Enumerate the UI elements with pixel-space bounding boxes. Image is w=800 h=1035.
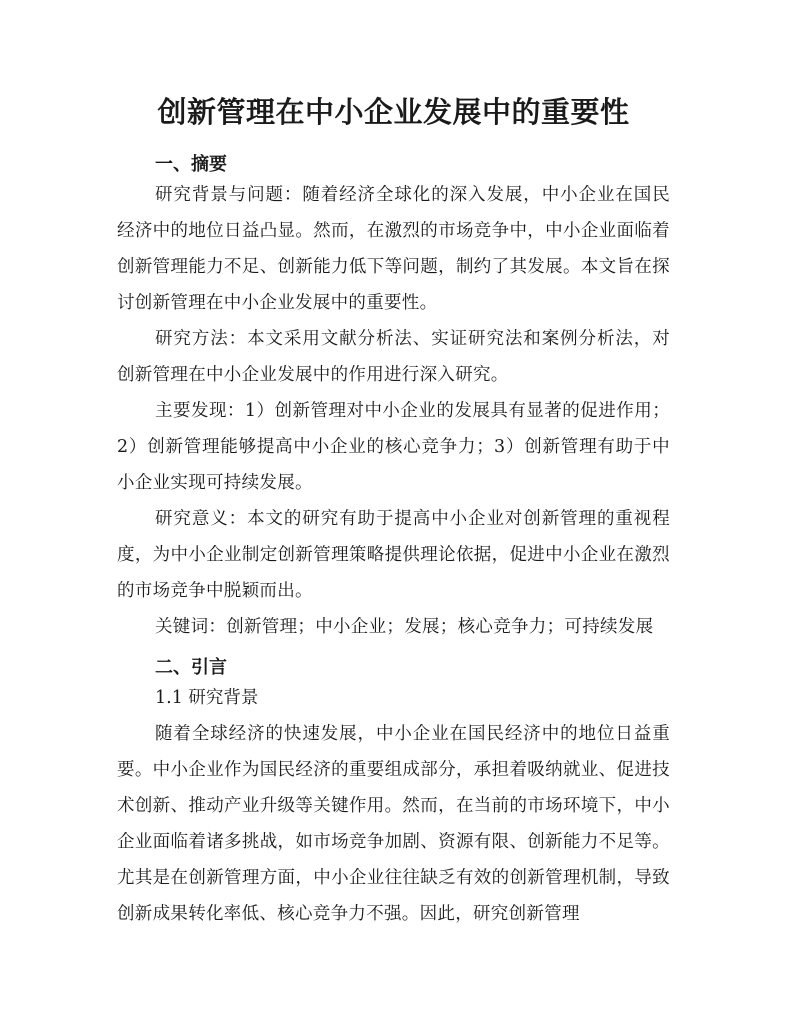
subsection-heading-background: 1.1 研究背景 [155,688,259,708]
abstract-keywords: 关键词：创新管理；中小企业；发展；核心竞争力；可持续发展 [155,617,654,637]
introduction-paragraph: 随着全球经济的快速发展，中小企业在国民经济中的地位日益重要。中小企业作为国民经济的重要组成部分，承担着吸纳就业、促进技术创新、推动产业升级等关键作用。然而，在当前的市场环境下，中小企业面临着诸多挑战，如市场竞争加剧、资源有限、创新能力不足等。尤其是在创新管理方面，中小企业往往缺乏有效的创新管理机制，导致创新成果转化率低、核心竞争力不强。因此，研究创新管理 [117,724,670,924]
abstract-paragraph-background: 研究背景与问题：随着经济全球化的深入发展，中小企业在国民经济中的地位日益凸显。然而，在激烈的市场竞争中，中小企业面临着创新管理能力不足、创新能力低下等问题，制约了其发展。本文旨在探讨创新管理在中小企业发展中的重要性。 [117,185,670,313]
section-heading-abstract: 一、摘要 [155,154,227,175]
abstract-paragraph-significance: 研究意义：本文的研究有助于提高中小企业对创新管理的重视程度，为中小企业制定创新管理策略提供理论依据，促进中小企业在激烈的市场竞争中脱颖而出。 [117,509,670,601]
abstract-paragraph-findings: 主要发现：1）创新管理对中小企业的发展具有显著的促进作用；2）创新管理能够提高中小企业的核心竞争力；3）创新管理有助于中小企业实现可持续发展。 [117,401,670,493]
abstract-paragraph-methods: 研究方法：本文采用文献分析法、实证研究法和案例分析法，对创新管理在中小企业发展中的作用进行深入研究。 [117,329,670,385]
section-heading-introduction: 二、引言 [155,657,227,678]
document-title: 创新管理在中小企业发展中的重要性 [157,95,630,129]
